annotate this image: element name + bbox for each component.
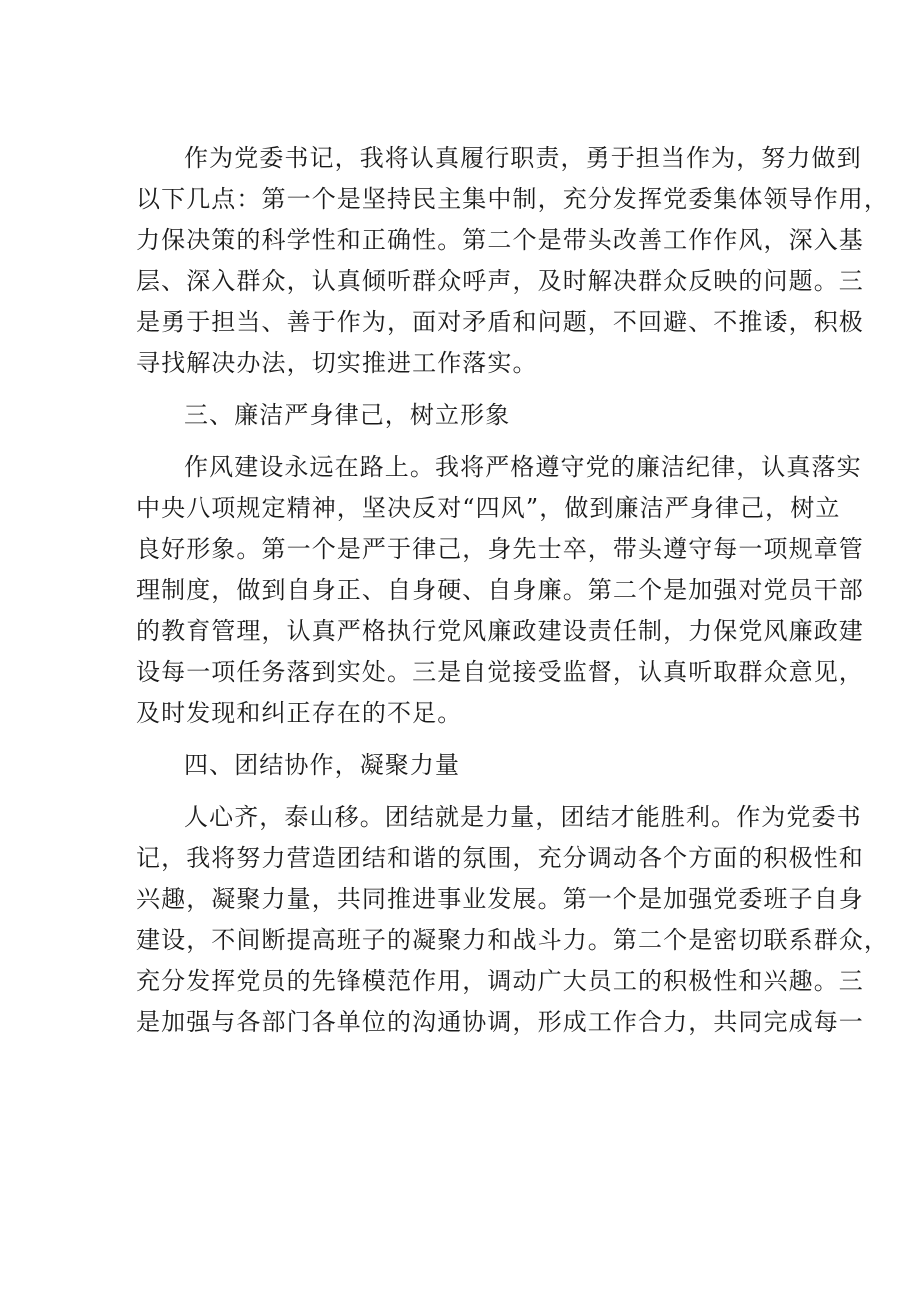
paragraph-line: 是勇于担当、善于作为，面对矛盾和问题，不回避、不推诿，积极 [136, 308, 864, 336]
paragraph-line: 是加强与各部门各单位的沟通协调，形成工作合力，共同完成每一 [136, 1008, 864, 1036]
paragraph-line: 力保决策的科学性和正确性。第二个是带头改善工作作风，深入基 [136, 226, 864, 254]
paragraph-line: 人心齐，泰山移。团结就是力量，团结才能胜利。作为党委书 [184, 803, 862, 831]
paragraph-line: 及时发现和纠正存在的不足。 [136, 699, 463, 727]
paragraph-line: 以下几点：第一个是坚持民主集中制，充分发挥党委集体领导作用， [136, 185, 889, 213]
spacer [136, 384, 800, 395]
document-body [136, 138, 889, 1043]
paragraph-line: 建设，不间断提高班子的凝聚力和战斗力。第二个是密切联系群众， [136, 926, 889, 954]
spacer [136, 734, 800, 745]
paragraph-line: 作风建设永远在路上。我将严格遵守党的廉洁纪律，认真落实 [184, 453, 862, 481]
spacer [136, 436, 800, 447]
paragraph-line: 良好形象。第一个是严于律己，身先士卒，带头遵守每一项规章管 [136, 535, 864, 563]
paragraph-line: 兴趣，凝聚力量，共同推进事业发展。第一个是加强党委班子自身 [136, 885, 864, 913]
paragraph-line: 理制度，做到自身正、自身硬、自身廉。第二个是加强对党员干部 [136, 576, 864, 604]
paragraph-line: 层、深入群众，认真倾听群众呼声，及时解决群众反映的问题。三 [136, 267, 864, 295]
paragraph-line: 记，我将努力营造团结和谐的氛围，充分调动各个方面的积极性和 [136, 844, 864, 872]
paragraph-line: 充分发挥党员的先锋模范作用，调动广大员工的积极性和兴趣。三 [136, 967, 864, 995]
paragraph-line: 设每一项任务落到实处。三是自觉接受监督，认真听取群众意见， [136, 658, 864, 686]
section-heading-4: 四、团结协作，凝聚力量 [184, 751, 461, 779]
paragraph-line: 作为党委书记，我将认真履行职责，勇于担当作为，努力做到 [184, 144, 862, 172]
paragraph-integrity [136, 447, 864, 734]
paragraph-line: 中央八项规定精神，坚决反对“四风”，做到廉洁严身律己，树立 [136, 494, 841, 522]
paragraph-line: 寻找解决办法，切实推进工作落实。 [136, 349, 538, 377]
spacer [136, 786, 800, 797]
paragraph-line: 的教育管理，认真严格执行党风廉政建设责任制，力保党风廉政建 [136, 617, 864, 645]
section-heading-3: 三、廉洁严身律己，树立形象 [184, 401, 511, 429]
paragraph-party-secretary-duties [136, 138, 889, 384]
paragraph-unity [136, 797, 889, 1043]
